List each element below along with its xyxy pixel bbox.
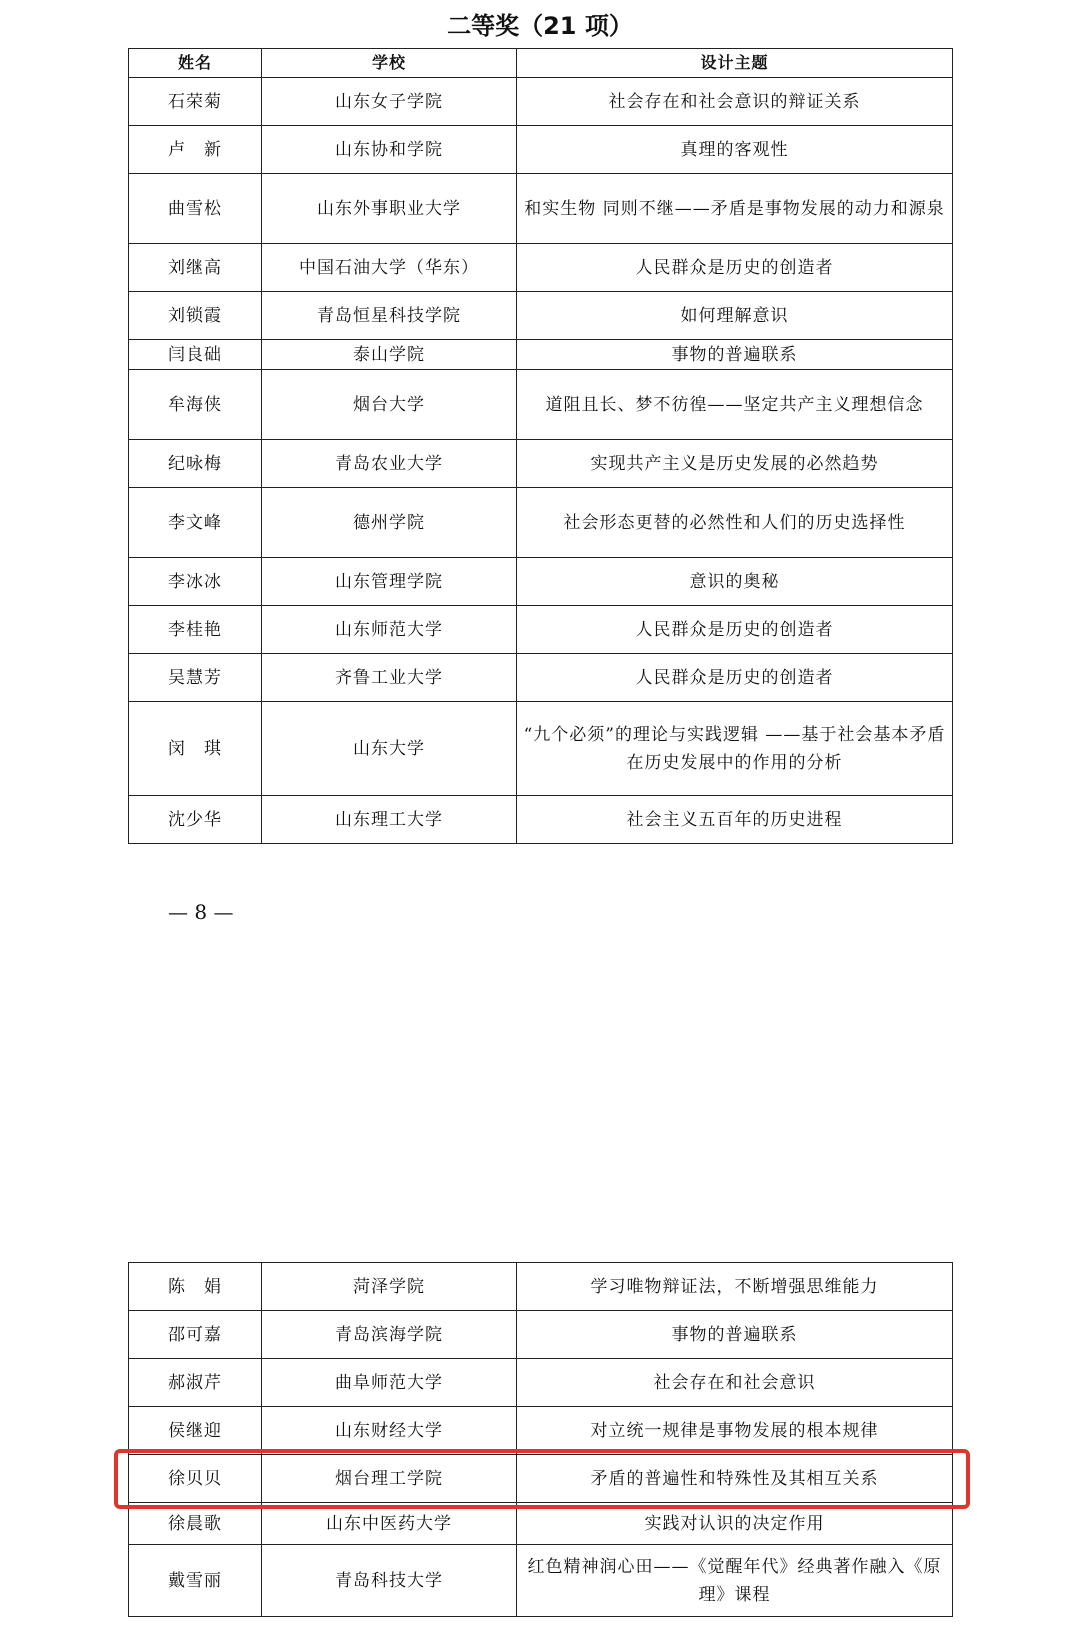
cell-school: 山东师范大学 xyxy=(262,606,517,654)
cell-school: 泰山学院 xyxy=(262,340,517,370)
table-row xyxy=(129,1359,953,1407)
cell-topic: 人民群众是历史的创造者 xyxy=(517,606,953,654)
table-row xyxy=(129,1311,953,1359)
cell-topic: 如何理解意识 xyxy=(517,292,953,340)
cell-topic: 人民群众是历史的创造者 xyxy=(517,244,953,292)
cell-school: 山东财经大学 xyxy=(262,1407,517,1455)
cell-topic: 社会形态更替的必然性和人们的历史选择性 xyxy=(517,488,953,558)
table-row xyxy=(129,126,953,174)
table-row xyxy=(129,1407,953,1455)
cell-name: 卢 新 xyxy=(129,126,262,174)
cell-name: 郝淑芹 xyxy=(129,1359,262,1407)
cell-topic: 意识的奥秘 xyxy=(517,558,953,606)
cell-topic: 人民群众是历史的创造者 xyxy=(517,654,953,702)
cell-topic: 矛盾的普遍性和特殊性及其相互关系 xyxy=(517,1455,953,1503)
table-row xyxy=(129,796,953,844)
cell-name: 曲雪松 xyxy=(129,174,262,244)
cell-name: 闵 琪 xyxy=(129,702,262,796)
cell-name: 石荣菊 xyxy=(129,78,262,126)
cell-topic: 社会存在和社会意识 xyxy=(517,1359,953,1407)
cell-name: 李文峰 xyxy=(129,488,262,558)
cell-name: 陈 娟 xyxy=(129,1263,262,1311)
cell-school: 中国石油大学（华东） xyxy=(262,244,517,292)
cell-topic: 事物的普遍联系 xyxy=(517,1311,953,1359)
cell-name: 邵可嘉 xyxy=(129,1311,262,1359)
cell-topic: 实现共产主义是历史发展的必然趋势 xyxy=(517,440,953,488)
table-row xyxy=(129,370,953,440)
cell-name: 吴慧芳 xyxy=(129,654,262,702)
cell-name: 牟海侠 xyxy=(129,370,262,440)
table-row xyxy=(129,244,953,292)
cell-school: 烟台大学 xyxy=(262,370,517,440)
cell-school: 曲阜师范大学 xyxy=(262,1359,517,1407)
cell-school: 青岛科技大学 xyxy=(262,1545,517,1617)
cell-topic: 红色精神润心田——《觉醒年代》经典著作融入《原理》课程 xyxy=(517,1545,953,1617)
cell-topic: 社会主义五百年的历史进程 xyxy=(517,796,953,844)
table-row xyxy=(129,174,953,244)
table-row xyxy=(129,78,953,126)
cell-topic: 学习唯物辩证法，不断增强思维能力 xyxy=(517,1263,953,1311)
table-row xyxy=(129,1545,953,1617)
cell-topic: 实践对认识的决定作用 xyxy=(517,1503,953,1545)
cell-school: 山东协和学院 xyxy=(262,126,517,174)
cell-topic: 真理的客观性 xyxy=(517,126,953,174)
cell-topic: 社会存在和社会意识的辩证关系 xyxy=(517,78,953,126)
cell-topic: 和实生物 同则不继——矛盾是事物发展的动力和源泉 xyxy=(517,174,953,244)
table-row xyxy=(129,292,953,340)
cell-topic: 对立统一规律是事物发展的根本规律 xyxy=(517,1407,953,1455)
header-name: 姓名 xyxy=(129,49,262,78)
cell-school: 烟台理工学院 xyxy=(262,1455,517,1503)
cell-name: 徐晨歌 xyxy=(129,1503,262,1545)
cell-school: 山东大学 xyxy=(262,702,517,796)
cell-name: 刘锁霞 xyxy=(129,292,262,340)
cell-name: 闫良础 xyxy=(129,340,262,370)
cell-name: 李冰冰 xyxy=(129,558,262,606)
header-school: 学校 xyxy=(262,49,517,78)
table-row xyxy=(129,1263,953,1311)
highlight-box xyxy=(114,1449,970,1509)
header-topic: 设计主题 xyxy=(517,49,953,78)
cell-school: 山东理工大学 xyxy=(262,796,517,844)
cell-name: 刘继高 xyxy=(129,244,262,292)
table-row xyxy=(129,558,953,606)
cell-topic: “九个必须”的理论与实践逻辑 ——基于社会基本矛盾在历史发展中的作用的分析 xyxy=(517,702,953,796)
cell-school: 山东女子学院 xyxy=(262,78,517,126)
cell-topic: 事物的普遍联系 xyxy=(517,340,953,370)
cell-school: 青岛恒星科技学院 xyxy=(262,292,517,340)
table-row xyxy=(129,606,953,654)
cell-school: 山东管理学院 xyxy=(262,558,517,606)
table-row xyxy=(129,440,953,488)
cell-topic: 道阻且长、梦不彷徨——坚定共产主义理想信念 xyxy=(517,370,953,440)
cell-school: 齐鲁工业大学 xyxy=(262,654,517,702)
cell-name: 戴雪丽 xyxy=(129,1545,262,1617)
cell-school: 山东中医药大学 xyxy=(262,1503,517,1545)
cell-name: 李桂艳 xyxy=(129,606,262,654)
cell-name: 徐贝贝 xyxy=(129,1455,262,1503)
cell-school: 青岛农业大学 xyxy=(262,440,517,488)
table-row xyxy=(129,702,953,796)
cell-school: 德州学院 xyxy=(262,488,517,558)
cell-name: 纪咏梅 xyxy=(129,440,262,488)
cell-school: 菏泽学院 xyxy=(262,1263,517,1311)
award-table-page-8 xyxy=(128,48,953,844)
award-title: 二等奖（21 项） xyxy=(447,12,633,40)
table-row xyxy=(129,488,953,558)
table-row xyxy=(129,654,953,702)
cell-name: 侯继迎 xyxy=(129,1407,262,1455)
cell-school: 青岛滨海学院 xyxy=(262,1311,517,1359)
award-table-page-9 xyxy=(128,1262,953,1617)
cell-name: 沈少华 xyxy=(129,796,262,844)
table-row xyxy=(129,340,953,370)
cell-school: 山东外事职业大学 xyxy=(262,174,517,244)
page-number: — 8 — xyxy=(168,900,234,924)
